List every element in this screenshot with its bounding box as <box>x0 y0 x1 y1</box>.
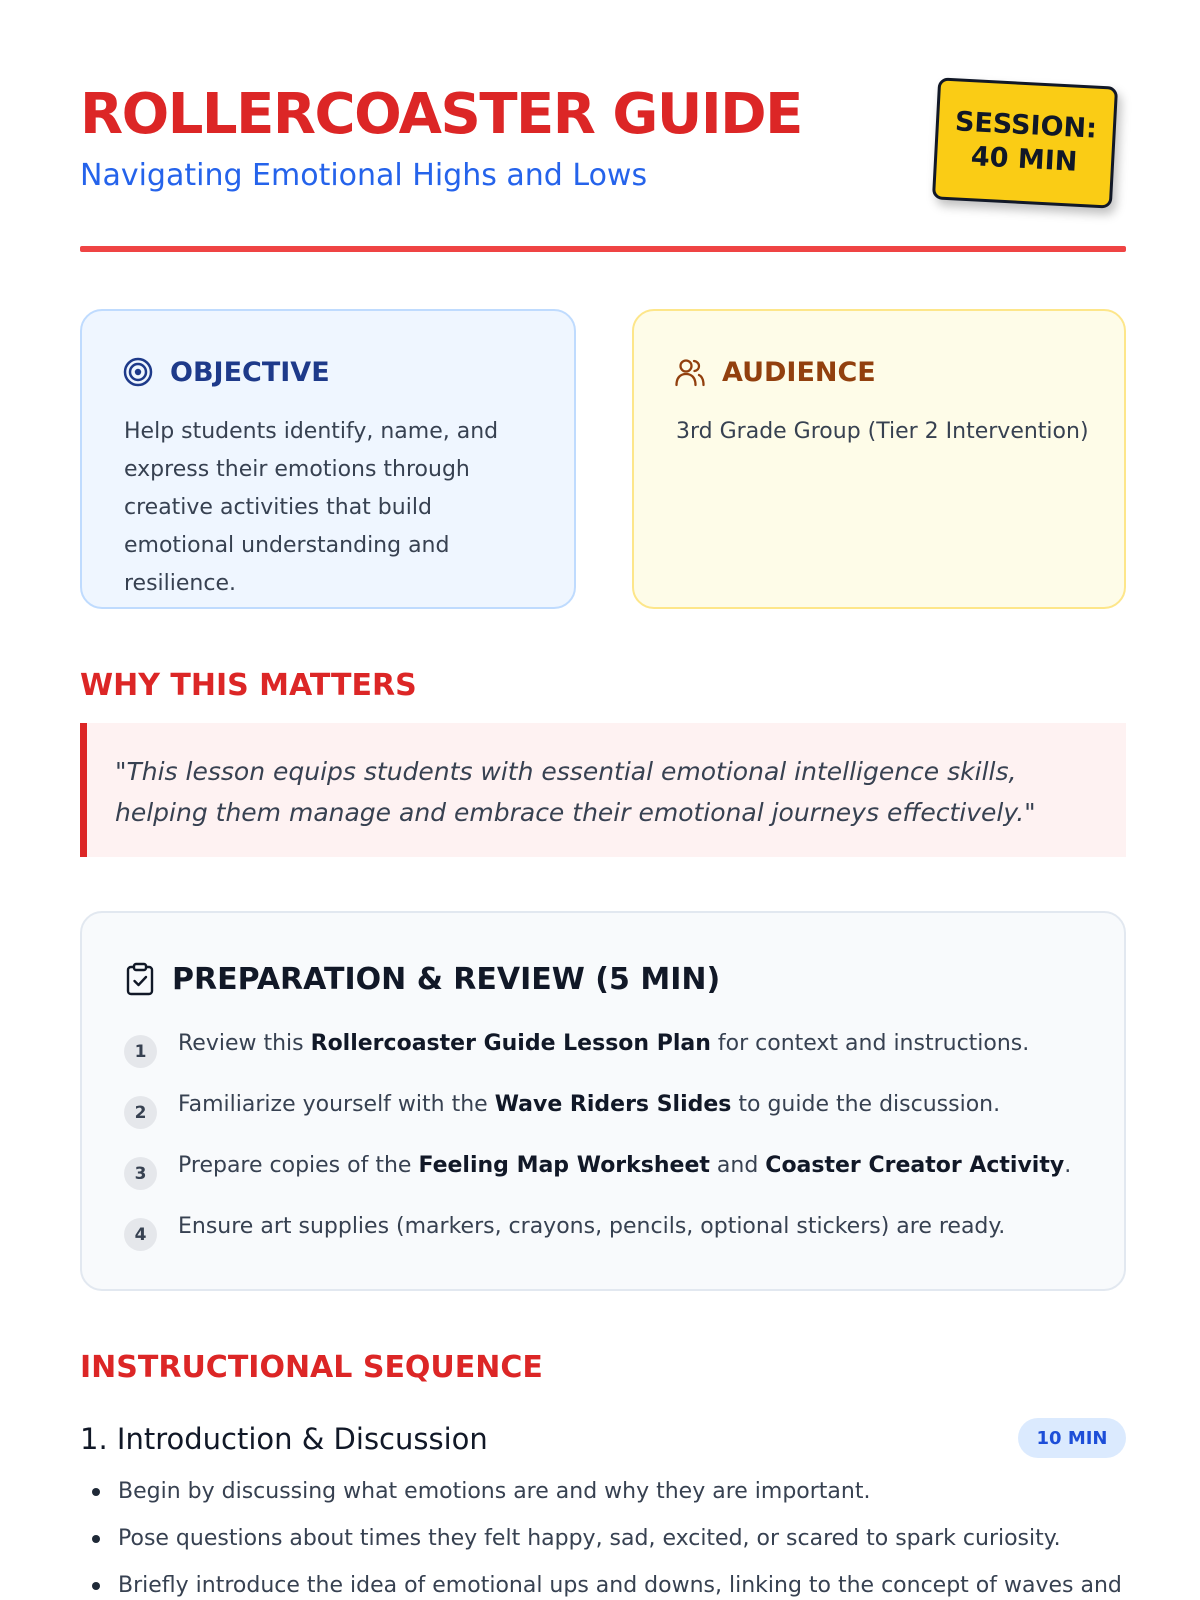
sequence-step-header <box>80 1418 1126 1462</box>
sequence-step-title: 1. Introduction & Discussion <box>80 1422 488 1456</box>
preparation-title: PREPARATION & REVIEW (5 MIN) <box>172 961 721 997</box>
preparation-step <box>124 1025 1084 1086</box>
session-badge <box>932 77 1118 208</box>
audience-label: AUDIENCE <box>722 356 876 388</box>
why-quote-text: "This lesson equips students with essential emotional intelligence skills, helping them manage and embrace their emotional journeys effectively." <box>115 757 1036 827</box>
audience-card <box>632 309 1126 609</box>
bullet-item <box>92 1473 1122 1520</box>
audience-text: 3rd Grade Group (Tier 2 Intervention) <box>676 419 1089 444</box>
bullet-item <box>92 1567 1122 1600</box>
objective-header <box>122 356 330 388</box>
instructional-sequence-heading: INSTRUCTIONAL SEQUENCE <box>80 1350 543 1385</box>
bullet-text: Begin by discussing what emotions are and why they are important. <box>118 1479 871 1504</box>
clipboard-check-icon <box>124 961 156 997</box>
objective-label: OBJECTIVE <box>170 356 330 388</box>
step-number: 4 <box>124 1218 157 1251</box>
preparation-header <box>124 961 720 997</box>
bullet-dot <box>92 1488 100 1496</box>
sequence-step-bullets <box>92 1473 1122 1600</box>
preparation-steps <box>124 1025 1084 1269</box>
header-divider <box>80 246 1126 252</box>
bullet-dot <box>92 1582 100 1590</box>
step-text: Review this Rollercoaster Guide Lesson Plan for context and instructions. <box>178 1031 1030 1056</box>
bullet-dot <box>92 1535 100 1543</box>
page-header <box>80 0 1126 255</box>
step-text: Familiarize yourself with the Wave Riders Slides to guide the discussion. <box>178 1092 1001 1117</box>
step-number: 2 <box>124 1096 157 1129</box>
page-subtitle: Navigating Emotional Highs and Lows <box>80 158 648 193</box>
objective-text: Help students identify, name, and express their emotions through creative activities that build emotional understanding and resilience. <box>124 419 499 596</box>
duration-badge: 10 MIN <box>1018 1418 1126 1458</box>
preparation-step <box>124 1086 1084 1147</box>
target-icon <box>122 356 154 388</box>
users-icon <box>674 356 706 388</box>
bullet-text: Pose questions about times they felt happy, sad, excited, or scared to spark curiosity. <box>118 1526 1061 1551</box>
preparation-step <box>124 1147 1084 1208</box>
step-number: 3 <box>124 1157 157 1190</box>
bullet-item <box>92 1520 1122 1567</box>
preparation-card <box>80 911 1126 1291</box>
bullet-text: Briefly introduce the idea of emotional ups and downs, linking to the concept of waves and <box>118 1573 1122 1598</box>
preparation-step <box>124 1208 1084 1269</box>
objective-card <box>80 309 576 609</box>
step-number: 1 <box>124 1035 157 1068</box>
session-badge-duration: 40 MIN <box>970 141 1079 178</box>
page-title: ROLLERCOASTER GUIDE <box>80 82 802 147</box>
audience-header <box>674 356 876 388</box>
session-badge-label: SESSION: <box>954 106 1098 145</box>
step-text: Ensure art supplies (markers, crayons, pencils, optional stickers) are ready. <box>178 1214 1006 1239</box>
why-quote-block <box>80 723 1126 857</box>
lesson-plan-page <box>80 0 1126 1600</box>
step-text: Prepare copies of the Feeling Map Worksheet and Coaster Creator Activity. <box>178 1153 1072 1178</box>
why-this-matters-heading: WHY THIS MATTERS <box>80 668 417 703</box>
